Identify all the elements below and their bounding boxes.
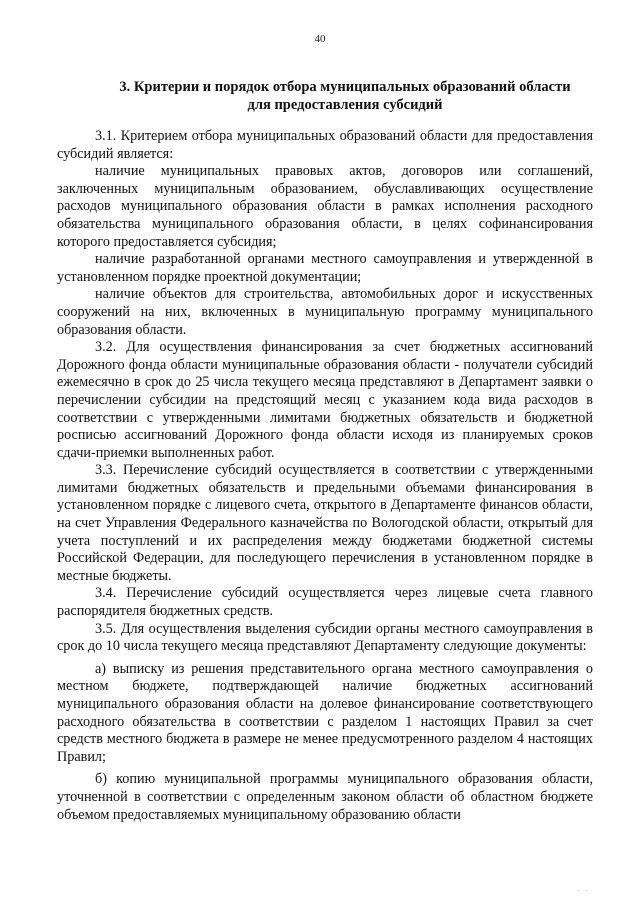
page-number: 40 — [314, 33, 326, 45]
paragraph-3-1: 3.1. Критерием отбора муниципальных образований области для предоставления субсидий является: — [57, 128, 593, 162]
paragraph-3-5: 3.5. Для осуществления выделения субсидии органы местного самоуправления в срок до 10 числа текущего месяца представляют Департаменту следующие документы: — [57, 620, 593, 655]
section-heading-line-2: для предоставления субсидий — [247, 97, 443, 113]
scan-mark: · · — [577, 887, 590, 895]
paragraph-3-3: 3.3. Перечисление субсидий осуществляется в соответствии с утвержденными лимитами бюджетных обязательств и предельными объемами финансирования в установленном порядке с лицевого счета, открытого в Департаменте финансов области, на счет Управления Федерального казначейства по Вологодской области, открытый для учета поступлений и их распределения между бюджетами бюджетной системы Российской Федерации, для последующего перечисления в установленном порядке в местные бюджеты. — [57, 462, 593, 584]
paragraph-criterion-acts: наличие муниципальных правовых актов, договоров или соглашений, заключенных муниципальным образованием, обуславливающих осуществление расходов муниципального образования области в рамках исполнения расходного обязательства муниципального образования области, в целях софинансирования которого предоставляется субсидия; — [57, 163, 593, 250]
document-body — [57, 128, 593, 824]
paragraph-3-4: 3.4. Перечисление субсидий осуществляется через лицевые счета главного распорядителя бюджетных средств. — [57, 585, 593, 620]
section-heading — [80, 78, 610, 114]
paragraph-3-5-b: б) копию муниципальной программы муниципального образования области, уточненной в соответствии с определенным законом области об областном бюджете объемом предоставляемых муниципальному образованию области — [57, 771, 593, 823]
paragraph-criterion-objects: наличие объектов для строительства, автомобильных дорог и искусственных сооружений на них, включенных в муниципальную программу муниципального образования области. — [57, 286, 593, 338]
paragraph-criterion-project-docs: наличие разработанной органами местного самоуправления и утвержденной в установленном порядке проектной документации; — [57, 251, 593, 285]
paragraph-3-5-a: а) выписку из решения представительного органа местного самоуправления о местном бюджете, подтверждающей наличие бюджетных ассигнований муниципального образования области на долевое финансирование соответствующего расходного обязательства в соответствии с разделом 1 настоящих Правил за счет средств местного бюджета в размере не менее предусмотренного разделом 4 настоящих Правил; — [57, 660, 593, 765]
section-heading-line-1: 3. Критерии и порядок отбора муниципальных образований области — [119, 79, 571, 95]
paragraph-3-2: 3.2. Для осуществления финансирования за счет бюджетных ассигнований Дорожного фонда области муниципальные образования области - получатели субсидий ежемесячно в срок до 25 числа текущего месяца представляют в Департамент заявки о перечислении субсидии на предстоящий месяц с указанием кода вида расходов в соответствии с утвержденными лимитами бюджетных обязательств и бюджетной росписью ассигнований Дорожного фонда области исходя из планируемых сроков сдачи-приемки выполненных работ. — [57, 339, 593, 461]
